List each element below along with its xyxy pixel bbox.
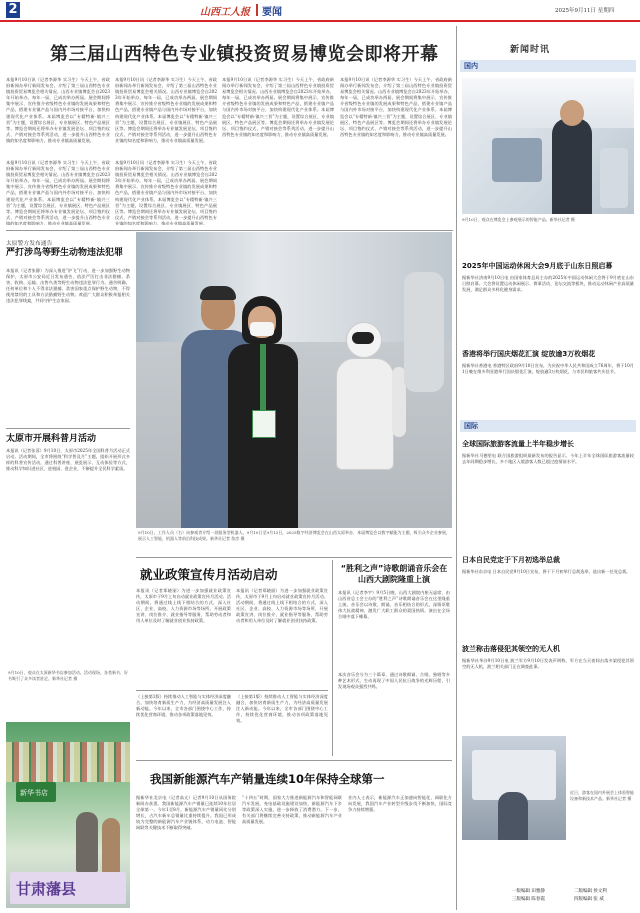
lead-body-col3: 本报9月10日讯（记者李源华 实习生）今天上午，省政府新闻办举行新闻发布会，介绍了第三届山西特色专业镇投资贸易博览会相关情况。山西专业镇博览会自2023年开始举办，每年一届，已成功举办两届。展会期间将集中展示、宣传推介省级特色专业镇的发展成果和特色产品，搭建专业镇产品与国内外市场对接平台，加快构建现代化产业体系。本届博览会以“专精特新·镇兴三晋”为主题，设置综合展区、专业镇展区、特色产品展区等。博览会期间还将举办专业镇发展论坛、项目签约仪式、产销对接会等系列活动，进一步提升山西特色专业镇的知名度和影响力，推动专业镇高质量发展。 <box>6 160 110 225</box>
editor-credits <box>512 888 636 908</box>
brief-item-3-body: 据新华社马德里电 联合国旅游组织最新发布的报告显示，今年上半年全球国际旅游客流量较去年同期稳步增长，多个地区入境游客人数已超过疫情前水平。 <box>462 453 634 465</box>
left-subhead-body: 本报讯（记者张静）为深入推进“护飞”行动，进一步加强野生动物保护，太原市公安局近日发布通告，依法严厉打击非法猎捕、杀害、收购、运输、出售鸟类等野生动物违法犯罪行为。通告明确，任何单位和个人不得非法猎捕、杀害国家重点保护野生动物，不得使用禁用的工具和方法猎捕野生动物。欢迎广大群众积极举报相关违法犯罪线索，共同守护生态家园。 <box>6 268 130 304</box>
left-science-body: 本报讯（记者张蓉）9月10日，太原市2025年全国科普月活动正式启动。活动期间，全市将围绕“科学普及月”主题，组织开展形式多样的科普宣传活动，通过科普讲座、展览展示、互动体验等方式，推动科学知识进社区、进校园、进企业，不断提升全民科学素质。 <box>6 448 130 472</box>
ev-body-col3: 业内人士表示，新能源汽车正加速向智能化、网联化方向发展，我国汽车产业转型升级步伐不断加快，国际竞争力持续增强。 <box>348 795 452 813</box>
lead-body-col1: 本报9月10日讯（记者李源华 实习生）今天上午，省政府新闻办举行新闻发布会，介绍了第三届山西特色专业镇投资贸易博览会相关情况。山西专业镇博览会自2023年开始举办，每年一届，已成功举办两届。展会期间将集中展示、宣传推介省级特色专业镇的发展成果和特色产品，搭建专业镇产品与国内外市场对接平台，加快构建现代化产业体系。本届博览会以“专精特新·镇兴三晋”为主题，设置综合展区、专业镇展区、特色产品展区等。博览会期间还将举办专业镇发展论坛、项目签约仪式、产销对接会等系列活动，进一步提升山西特色专业镇的知名度和影响力，推动专业镇高质量发展。 <box>6 77 110 143</box>
photo-people-1 <box>76 812 98 872</box>
employment-body-col2: 本报讯（记者郑晓丽）为进一步加强就业政策宣传，太原市于9月上旬启动就业政策宣传月活动。活动期间，将通过线上线下相结合的方式，深入社区、企业、高校、人力资源市场等场所，开展政策宣讲、岗位推介、就业指导等服务，帮助劳动者和用人单位及时了解就业创业扶持政策。 <box>236 588 328 624</box>
divider <box>332 560 333 756</box>
brief-item-1-body: 据新华社济南9月10日电 由国家体育总局主办的2025年中国运动休闲大会将于9月底在山东日照启幕。大会将设置运动休闲展示、赛事活动、论坛交流等板块，推动运动休闲产业高质量发展，满足群众多样化健身需求。 <box>462 275 634 293</box>
brief-photo-head <box>560 100 584 126</box>
left-science-title: 太原市开展科普月活动 <box>6 434 97 444</box>
photo-people-2 <box>102 818 120 873</box>
bottom-photo-person <box>498 792 528 840</box>
brief-photo-device2 <box>600 148 628 208</box>
editor-credit: 四版编辑 张 威 <box>574 897 604 902</box>
employment-body-col1: 本报讯（记者郑晓丽）为进一步加强就业政策宣传，太原市于9月上旬启动就业政策宣传月活动。活动期间，将通过线上线下相结合的方式，深入社区、企业、高校、人力资源市场等场所，开展政策宣讲、岗位推介、就业指导等服务，帮助劳动者和用人单位及时了解就业创业扶持政策。 <box>136 588 231 624</box>
photo-badge <box>252 410 276 438</box>
bookstore-sign-top: 新华书店 <box>20 789 48 797</box>
brief-item-3-title: 全球国际旅游客流量上半年稳步增长 <box>462 440 574 448</box>
brief-item-2-title: 香港将举行国庆烟花汇演 绽放逾3万枚烟花 <box>462 350 596 358</box>
concert-body-col1: 本报讯（记者李宇）9月5日晚，山西大剧院内座无虚席，由山西省总工会主办的“胜利之声”诗歌朗诵音乐会在这里隆重上演。音乐会以诗歌、朗诵、音乐相结合的形式，深情讴歌伟大抗战精神，激发广大职工群众的爱国热情。演出在全场合唱中落下帷幕。 <box>338 590 450 620</box>
concert-title: “胜利之声”诗歌朗诵音乐会在山西大剧院隆重上演 <box>340 564 448 584</box>
bookstore-photo <box>6 722 130 908</box>
brief-item-2-body: 据新华社香港电 香港特区政府9月10日宣布，为庆祝中华人民共和国成立76周年，将于10月1日晚在维多利亚港举行国庆烟花汇演，绽放逾3万枚烟花，与市民和旅客共庆佳节。 <box>462 363 634 375</box>
brief-photo <box>462 78 634 214</box>
brief-bottom-photo <box>462 736 566 840</box>
lead-body-col2: 本报9月10日讯（记者李源华 实习生）今天上午，省政府新闻办举行新闻发布会，介绍了第三届山西特色专业镇投资贸易博览会相关情况。山西专业镇博览会自2023年开始举办，每年一届，已成功举办两届。展会期间将集中展示、宣传推介省级特色专业镇的发展成果和特色产品，搭建专业镇产品与国内外市场对接平台，加快构建现代化产业体系。本届博览会以“专精特新·镇兴三晋”为主题，设置综合展区、专业镇展区、特色产品展区等。博览会期间还将举办专业镇发展论坛、项目签约仪式、产销对接会等系列活动，进一步提升山西特色专业镇的知名度和影响力，推动专业镇高质量发展。 <box>115 77 217 143</box>
editor-credit: 一版编辑 田雅静 <box>512 889 545 894</box>
left-photo-caption: 9月10日，观众在太原新华书店参加活动。活动现场，各类新书、好书吸引了众多读者驻足。新华社记者 摄 <box>8 670 128 681</box>
page-number: 2 <box>6 2 20 18</box>
rail-divider <box>456 26 457 910</box>
intl-tag-label: 国际 <box>464 422 478 430</box>
photo-man-hair <box>200 286 236 300</box>
brief-photo-caption: 9月10日，观众在博览会上参观展示的智能产品。新华社记者 摄 <box>462 217 575 222</box>
lead-body-col5: 本报9月10日讯（记者李源华 实习生）今天上午，省政府新闻办举行新闻发布会，介绍了第三届山西特色专业镇投资贸易博览会相关情况。山西专业镇博览会自2023年开始举办，每年一届，已成功举办两届。展会期间将集中展示、宣传推介省级特色专业镇的发展成果和特色产品，搭建专业镇产品与国内外市场对接平台，加快构建现代化产业体系。本届博览会以“专精特新·镇兴三晋”为主题，设置综合展区、专业镇展区、特色产品展区等。博览会期间还将举办专业镇发展论坛、项目签约仪式、产销对接会等系列活动，进一步提升山西特色专业镇的知名度和影响力，推动专业镇高质量发展。 <box>115 160 217 225</box>
photo-lanyard <box>260 344 266 414</box>
brief-item-4-body: 据新华社东京电 日本自民党9月10日宣布，将于下月初举行总裁选举，选出新一任党总裁。 <box>462 569 631 574</box>
masthead-divider <box>256 4 258 16</box>
employment-title: 就业政策宣传月活动启动 <box>140 567 278 582</box>
left-subhead-title: 严打涉鸟等野生动物违法犯罪 <box>6 248 124 258</box>
lead-body-col6: 本报9月10日讯（记者李源华 实习生）今天上午，省政府新闻办举行新闻发布会，介绍了第三届山西特色专业镇投资贸易博览会相关情况。山西专业镇博览会自2023年开始举办，每年一届，已成功举办两届。展会期间将集中展示、宣传推介省级特色专业镇的发展成果和特色产品，搭建专业镇产品与国内外市场对接平台，加快构建现代化产业体系。本届博览会以“专精特新·镇兴三晋”为主题，设置综合展区、专业镇展区、特色产品展区等。博览会期间还将举办专业镇发展论坛、项目签约仪式、产销对接会等系列活动，进一步提升山西特色专业镇的知名度和影响力，推动专业镇高质量发展。 <box>222 77 334 137</box>
photo-robot2 <box>404 272 444 392</box>
divider <box>136 760 452 761</box>
masthead <box>0 0 640 22</box>
main-photo-caption: 9月10日，工作人员（右）向参观者介绍一款服务型机器人。9月10日至9月13日，2025数字经济博览会在山西太原举办，本届博览会以数字赋能为主题，吸引众多企业参展，展示人工智能、机器人等前沿科技成果。新华社记者 詹彦 摄 <box>138 530 450 541</box>
masthead-date: 2025年9月11日 星期四 <box>555 8 615 14</box>
masthead-logo: 山西工人报 <box>200 7 250 18</box>
lead-headline: 第三届山西特色专业镇投资贸易博览会即将开幕 <box>50 44 439 65</box>
divider <box>6 230 453 231</box>
brief-photo-bright <box>462 78 634 128</box>
news-brief-tag-intl <box>460 420 636 432</box>
lead-body-col7: 本报9月10日讯（记者李源华 实习生）今天上午，省政府新闻办举行新闻发布会，介绍了第三届山西特色专业镇投资贸易博览会相关情况。山西专业镇博览会自2023年开始举办，每年一届，已成功举办两届。展会期间将集中展示、宣传推介省级特色专业镇的发展成果和特色产品，搭建专业镇产品与国内外市场对接平台，加快构建现代化产业体系。本届博览会以“专精特新·镇兴三晋”为主题，设置综合展区、专业镇展区、特色产品展区等。博览会期间还将举办专业镇发展论坛、项目签约仪式、产销对接会等系列活动，进一步提升山西特色专业镇的知名度和影响力，推动专业镇高质量发展。 <box>340 77 452 137</box>
news-brief-tag-domestic <box>460 60 636 72</box>
photo-woman-mask <box>250 322 274 336</box>
photo-shelf <box>6 742 130 782</box>
continued-body-col2: （上接第1版）持续推动人工智能与实体经济深度融合，加快培育新质生产力，为经济高质量发展注入新动能。今年以来，全市各部门围绕中心工作，持续优化营商环境，推动各项政策落地见效。 <box>236 694 328 724</box>
ev-body-col2: “十四五”时期，国家大力推进新能源汽车和智能网联汽车发展，充电基础设施建设加快，新能源汽车下乡等政策深入实施，进一步释放了消费潜力。下一步，有关部门将继续完善支持政策，推动新能源汽车产业高质量发展。 <box>242 795 342 825</box>
main-photo <box>136 232 452 528</box>
brief-photo-device <box>492 138 542 182</box>
masthead-rule <box>0 20 640 22</box>
divider <box>136 557 452 558</box>
divider <box>136 690 328 691</box>
divider <box>6 428 130 429</box>
section-label: 要闻 <box>262 7 282 18</box>
continued-body-col1: （上接第1版）持续推动人工智能与实体经济深度融合，加快培育新质生产力，为经济高质量发展注入新动能。今年以来，全市各部门围绕中心工作，持续优化营商环境，推动各项政策落地见效。 <box>136 694 231 718</box>
brief-bottom-caption: 近日，游客在国内外展会上体验智能设备和新技术产品。新华社记者 摄 <box>570 790 634 801</box>
editor-credit: 二版编辑 侯文利 <box>574 889 607 894</box>
brief-photo-person <box>552 118 592 214</box>
brief-item-5-body: 据新华社华沙9月10日电 波兰军方9月10日发表声明称，军方在当天夜间击落多架侵犯其领空的无人机，波兰相关部门正在调查此事。 <box>462 658 634 670</box>
photo-robot-body <box>336 358 394 470</box>
ev-headline: 我国新能源汽车产销量连续10年保持全球第一 <box>150 772 385 786</box>
brief-item-4-title: 日本自民党定于下月初选举总裁 <box>462 556 560 564</box>
ev-body-col1: 据新华社北京电（记者高亢）记者9月10日从国务院新闻办获悉，我国新能源汽车产销量已连续10年位居全球第一。今年1至8月，新能源汽车产销量同比分别增长，占汽车新车总销量比重持续提升。我国已形成较为完整的新能源汽车产业链体系，动力电池、智能网联等关键技术不断取得突破。 <box>136 795 236 831</box>
domestic-tag-label: 国内 <box>464 62 478 70</box>
editor-credit: 三版编辑 陈春霞 <box>512 897 545 902</box>
brief-item-5-title: 波兰称击落侵犯其领空的无人机 <box>462 645 560 653</box>
concert-body-col2: 本次音乐会分为三个篇章，通过诗歌朗诵、合唱、独唱等多种艺术形式，生动再现了中国人民抗日战争的光辉历程，引发现场观众强烈共鸣。 <box>338 672 450 690</box>
brief-item-1-title: 2025年中国运动休闲大会9月底于山东日照启幕 <box>462 262 613 270</box>
left-subhead-kicker: 太原警方发布通告 <box>6 241 53 247</box>
news-brief-title: 新闻时讯 <box>510 45 551 55</box>
photo-robot-face <box>352 332 374 344</box>
bookstore-sign-text: 甘肃藩县 <box>16 880 77 898</box>
